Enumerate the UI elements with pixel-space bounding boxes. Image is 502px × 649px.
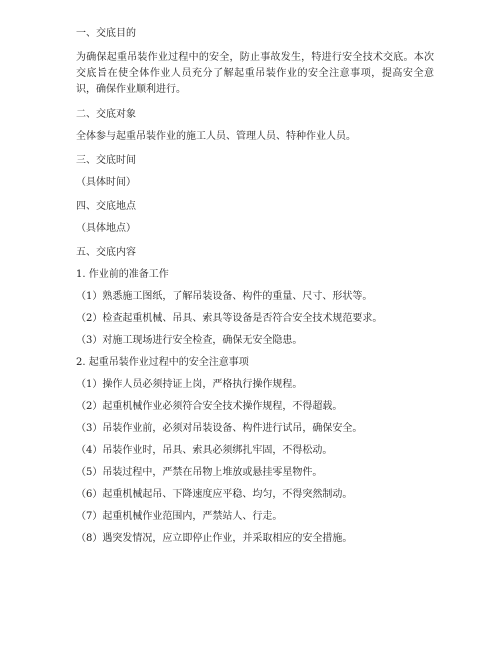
document-body [76,28,434,545]
list-item: （1）操作人员必须持证上岗，严格执行操作规程。 [76,379,303,390]
section-paragraph-purpose: 为确保起重吊装作业过程中的安全，防止事故发生，特进行安全技术交底。本次交底旨在使全体作业人员充分了解起重吊装作业的安全注意事项，提高安全意识，确保作业顺利进行。 [76,52,434,95]
subsection-title-safety-notes: 2. 起重吊装作业过程中的安全注意事项 [76,357,249,368]
section-heading-location: 四、交底地点 [76,201,136,212]
list-item: （8）遇突发情况，应立即停止作业，并采取相应的安全措施。 [76,533,353,544]
section-paragraph-audience: 全体参与起重吊装作业的施工人员、管理人员、特种作业人员。 [76,131,356,142]
list-item: （5）吊装过程中，严禁在吊物上堆放或悬挂零星物件。 [76,467,323,478]
list-item: （7）起重机械作业范围内，严禁站人、行走。 [76,511,283,522]
section-heading-audience: 二、交底对象 [76,109,136,120]
subsection-title-preparation: 1. 作业前的准备工作 [76,269,169,280]
section-paragraph-location: （具体地点） [76,223,136,234]
list-item: （2）检查起重机械、吊具、索具等设备是否符合安全技术规范要求。 [76,313,383,324]
list-item: （4）吊装作业时，吊具、索具必须绑扎牢固，不得松动。 [76,445,333,456]
list-item: （1）熟悉施工图纸，了解吊装设备、构件的重量、尺寸、形状等。 [76,291,373,302]
list-item: （2）起重机械作业必须符合安全技术操作规程，不得超载。 [76,401,343,412]
section-paragraph-time: （具体时间） [76,177,136,188]
section-heading-content: 五、交底内容 [76,247,136,258]
section-heading-time: 三、交底时间 [76,155,136,166]
list-item: （3）吊装作业前，必须对吊装设备、构件进行试吊，确保安全。 [76,423,363,434]
list-item: （6）起重机械起吊、下降速度应平稳、均匀，不得突然制动。 [76,489,353,500]
section-heading-purpose: 一、交底目的 [76,28,136,39]
list-item: （3）对施工现场进行安全检查，确保无安全隐患。 [76,335,303,346]
